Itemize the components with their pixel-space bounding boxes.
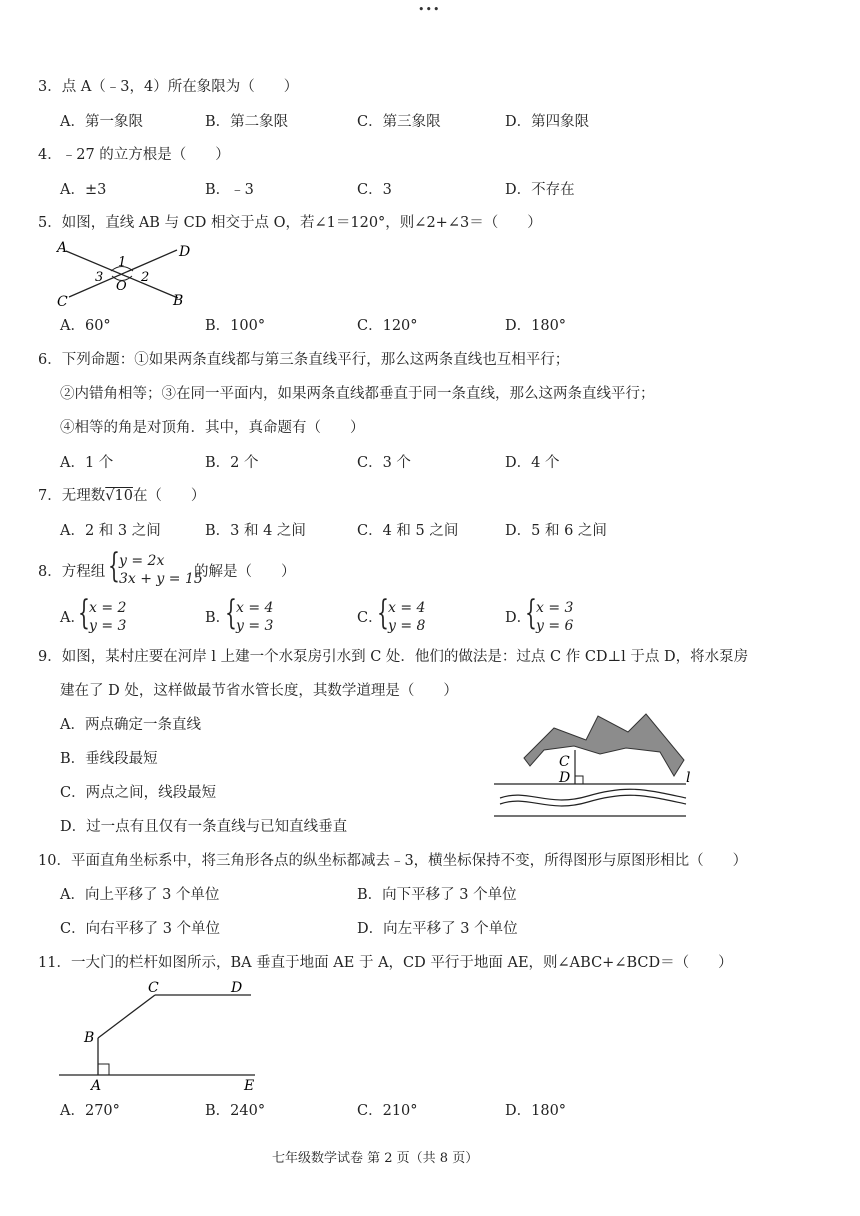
q3-option-a: A．第一象限 (60, 114, 143, 130)
village-shape (524, 714, 684, 776)
question-7-stem (38, 489, 205, 504)
q9-village-river-figure (488, 710, 698, 822)
q10-option-b: B．向下平移了 3 个单位 (357, 887, 517, 903)
question-6-line-1: 6．下列命题：①如果两条直线都与第三条直线平行，那么这两条直线也互相平行； (38, 352, 570, 368)
question-6-line-3: ④相等的角是对顶角．其中，真命题有（ ） (60, 420, 365, 436)
q5-label-O: O (116, 279, 127, 294)
q8-stem-after: 的解是（ ） (194, 564, 296, 580)
q7-option-b: B．3 和 4 之间 (205, 523, 306, 539)
q10-option-c: C．向右平移了 3 个单位 (60, 921, 221, 937)
q8-system-eq1: y = 2x (119, 553, 165, 569)
q6-option-d: D．4 个 (505, 455, 560, 471)
q9-label-D: D (559, 770, 571, 786)
q5-option-c: C．120° (357, 318, 418, 334)
q5-option-d: D．180° (505, 318, 567, 334)
q11-option-a: A．270° (60, 1103, 120, 1119)
q9-option-b: B．垂线段最短 (60, 751, 158, 767)
q9-option-a: A．两点确定一条直线 (60, 717, 201, 733)
question-5-stem: 5．如图，直线 AB 与 CD 相交于点 O，若∠1＝120°，则∠2+∠3＝（ ） (38, 215, 542, 231)
q11-label-A: A (91, 1078, 102, 1094)
q8-option-d-letter: D． (505, 610, 532, 626)
q11-label-D: D (231, 980, 243, 996)
page-footer: 七年级数学试卷 第 2 页（共 8 页） (272, 1151, 479, 1166)
q8-option-a-letter: A． (60, 610, 85, 626)
question-9-line-1: 9．如图，某村庄要在河岸 l 上建一个水泵房引水到 C 处．他们的做法是：过点 C 作 CD⊥l 于点 D，将水泵房 (38, 649, 749, 665)
q11-label-C: C (148, 980, 159, 996)
q11-option-d: D．180° (505, 1103, 567, 1119)
q11-label-E: E (244, 1078, 255, 1094)
q5-intersecting-lines-figure (55, 238, 205, 310)
q3-option-d: D．第四象限 (505, 114, 590, 130)
question-11-stem: 11．一大门的栏杆如图所示，BA 垂直于地面 AE 于 A，CD 平行于地面 AE，则∠ABC+∠BCD＝（ ） (38, 955, 733, 971)
q3-option-b: B．第二象限 (205, 114, 289, 130)
q10-option-a: A．向上平移了 3 个单位 (60, 887, 220, 903)
question-6-line-2: ②内错角相等；③在同一平面内，如果两条直线都垂直于同一条直线，那么这两条直线平行； (60, 386, 655, 402)
question-4-stem: 4．﹣27 的立方根是（ ） (38, 147, 230, 163)
q10-option-d: D．向左平移了 3 个单位 (357, 921, 518, 937)
q11-gate-railing-figure (55, 978, 270, 1098)
q7-option-d: D．5 和 6 之间 (505, 523, 607, 539)
q8-system-eq2: 3x + y = 15 (119, 571, 203, 587)
q5-label-C: C (57, 294, 68, 310)
q6-option-b: B．2 个 (205, 455, 259, 471)
q4-option-c: C．3 (357, 182, 392, 198)
q6-option-c: C．3 个 (357, 455, 411, 471)
question-10-stem: 10．平面直角坐标系中，将三角形各点的纵坐标都减去﹣3，横坐标保持不变，所得图形与原图形相比（ ） (38, 853, 748, 869)
q3-option-c: C．第三象限 (357, 114, 441, 130)
q5-option-a: A．60° (60, 318, 111, 334)
q5-label-D: D (179, 244, 191, 260)
q11-option-c: C．210° (357, 1103, 418, 1119)
q9-option-d: D．过一点有且仅有一条直线与已知直线垂直 (60, 819, 348, 835)
q4-option-a: A．±3 (60, 182, 107, 198)
q11-label-B: B (84, 1030, 95, 1046)
q5-angle-1: 1 (118, 255, 127, 270)
q4-option-b: B．﹣3 (205, 182, 254, 198)
question-3-stem: 3．点 A（﹣3，4）所在象限为（ ） (38, 79, 299, 95)
q5-option-b: B．100° (205, 318, 266, 334)
q9-label-C: C (559, 754, 570, 770)
q8-option-c-letter: C． (357, 610, 383, 626)
q5-angle-3: 3 (95, 270, 104, 285)
q9-option-c: C．两点之间，线段最短 (60, 785, 217, 801)
q7-stem-after: 在（ ） (132, 488, 206, 504)
q6-option-a: A．1 个 (60, 455, 114, 471)
q7-option-c: C．4 和 5 之间 (357, 523, 459, 539)
question-9-line-2: 建在了 D 处，这样做最节省水管长度，其数学道理是（ ） (60, 683, 458, 699)
q7-stem-before: 7．无理数 (38, 488, 106, 504)
q7-radical: √10 (105, 488, 133, 504)
q8-stem-before: 8．方程组 (38, 564, 106, 580)
top-menu-dots[interactable]: ••• (418, 3, 441, 16)
q5-label-B: B (173, 293, 184, 309)
q5-angle-2: 2 (141, 270, 150, 285)
q11-option-b: B．240° (205, 1103, 266, 1119)
q7-option-a: A．2 和 3 之间 (60, 523, 161, 539)
q9-label-l: l (686, 770, 691, 786)
q8-option-b-letter: B． (205, 610, 231, 626)
q5-label-A: A (57, 240, 68, 256)
q4-option-d: D．不存在 (505, 182, 575, 198)
